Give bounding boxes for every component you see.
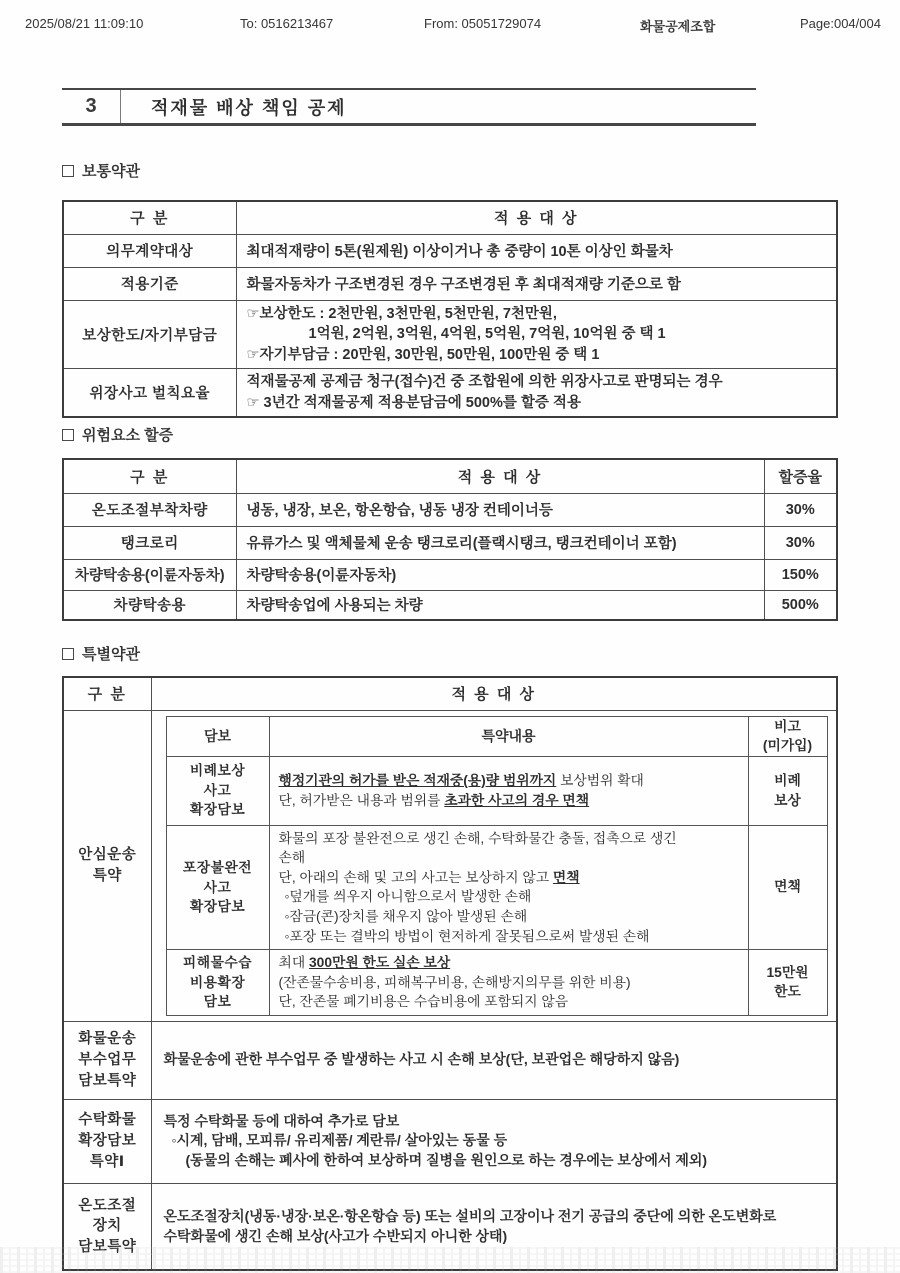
col-header-target: 적 용 대 상 <box>236 459 764 493</box>
plain-text: 단, 허가받은 내용과 범위를 <box>278 792 445 808</box>
cell-label <box>63 1021 151 1099</box>
text-line: 특약 <box>92 867 122 884</box>
table-row <box>63 590 837 620</box>
cell-content: 차량탁송용(이륜자동차) <box>236 559 764 590</box>
text-line: 안심운송 <box>78 847 137 864</box>
section-title-bar <box>62 88 756 126</box>
table-row <box>63 710 837 1021</box>
text-line: 화물운송에 관한 부수업무 중 발생하는 사고 시 손해 보상(단, 보관업은 해당하지 않음) <box>163 1051 680 1068</box>
heading-label: 보통약관 <box>82 163 140 180</box>
text-line: 담보특약 <box>78 1072 137 1089</box>
table-row <box>63 493 837 526</box>
cell-label: 보상한도/자기부담금 <box>63 300 236 369</box>
text-line: 피해물수습 <box>182 955 253 971</box>
cell-content <box>269 950 748 1016</box>
text-line: 단, 잔존물 폐기비용은 수습비용에 포함되지 않음 <box>278 994 569 1010</box>
text-line: 포장불완전 <box>182 860 253 876</box>
fax-from-number: From: 05051729074 <box>424 16 542 31</box>
cell-label: 위장사고 벌칙요율 <box>63 369 236 418</box>
cell-content: 차량탁송업에 사용되는 차량 <box>236 590 764 620</box>
cell-content: 화물자동차가 구조변경된 경우 구조변경된 후 최대적재량 기준으로 함 <box>236 267 837 300</box>
text-line: 화물운송 <box>78 1031 137 1048</box>
special-terms-table <box>62 676 838 1271</box>
cell-label: 차량탁송용(이륜자동차) <box>63 559 236 590</box>
col-header-category: 구 분 <box>63 201 236 234</box>
heading-special-terms <box>62 643 140 664</box>
section-number: 3 <box>85 95 97 117</box>
text-line <box>279 868 739 888</box>
checkbox-icon <box>62 165 74 177</box>
scan-noise-strip <box>0 1247 900 1273</box>
nested-table-cell <box>151 710 837 1021</box>
cell-label: 적용기준 <box>63 267 236 300</box>
text-line: 비례보상 <box>189 763 246 779</box>
text-line: 담보특약 <box>78 1238 137 1255</box>
text-line: 적재물공제 공제금 청구(접수)건 중 조합원에 의한 위장사고로 판명되는 경우 <box>246 374 723 391</box>
text-line: ☞보상한도 : 2천만원, 3천만원, 5천만원, 7천만원, <box>246 305 557 322</box>
table-row <box>63 300 837 369</box>
heading-label: 위험요소 할증 <box>82 427 174 444</box>
text-line: 온도조절 <box>78 1197 137 1214</box>
text-line: 특약Ⅰ <box>89 1153 125 1170</box>
fax-header <box>0 16 900 38</box>
cell-label <box>166 825 269 949</box>
emphasized-text: 300만원 한도 실손 보상 <box>309 955 451 971</box>
text-line: 비례 <box>774 773 801 789</box>
cell-label <box>63 1099 151 1183</box>
cell-content <box>269 825 748 949</box>
cell-label: 차량탁송용 <box>63 590 236 620</box>
text-line: 특정 수탁화물 등에 대하여 추가로 담보 <box>163 1112 400 1129</box>
text-line: 수탁화물 <box>78 1112 137 1129</box>
text-line: 온도조절장치(냉동·냉장·보온·항온항습 등) 또는 설비의 고장이나 전기 공급의 중단에 의한 온도변화로 <box>163 1207 777 1224</box>
col-header-category: 구 분 <box>63 677 151 710</box>
special-inner-table <box>166 716 828 1016</box>
table-row <box>166 950 827 1016</box>
risk-surcharge-table <box>62 458 838 621</box>
emphasized-text: 행정기관의 허가를 받은 적재중(용)량 범위까지 <box>278 773 557 789</box>
bullet-line: ◦덮개를 씌우지 아니함으로서 발생한 손해 <box>284 889 532 905</box>
page-title: 적재물 배상 책임 공제 <box>151 97 347 118</box>
plain-text: 단, 아래의 손해 및 고의 사고는 보상하지 않고 <box>278 869 553 885</box>
cell-content <box>236 300 837 369</box>
cell-label: 의무계약대상 <box>63 234 236 267</box>
table-row <box>63 369 837 418</box>
table-row <box>166 825 827 949</box>
text-line: ☞자기부담금 : 20만원, 30만원, 50만원, 100만원 중 택 1 <box>246 346 600 363</box>
cell-content <box>151 1021 837 1099</box>
text-line: 손해 <box>278 850 306 866</box>
bullet-line: ◦시계, 담배, 모피류/ 유리제품/ 계란류/ 살아있는 동물 등 <box>171 1132 508 1149</box>
fax-datetime: 2025/08/21 11:09:10 <box>25 16 144 31</box>
text-line <box>279 953 739 973</box>
text-line: 확장담보 <box>189 899 246 915</box>
table-row <box>63 267 837 300</box>
plain-text: 최대 <box>278 955 309 971</box>
fax-sender-org: 화물공제조합 <box>640 19 716 34</box>
table-row <box>63 1099 837 1183</box>
text-line: 15만원 <box>766 964 809 980</box>
table-row <box>63 559 837 590</box>
text-line: 수탁화물에 생긴 손해 보상(사고가 수반되지 아니한 상태) <box>163 1227 508 1244</box>
cell-label <box>63 710 151 1021</box>
text-line: (미가입) <box>762 738 813 754</box>
cell-content <box>151 1099 837 1183</box>
bullet-line: ◦포장 또는 결박의 방법이 현저하게 잘못됨으로써 발생된 손해 <box>284 928 650 944</box>
col-header-note <box>748 716 827 756</box>
text-line: 비용확장 <box>189 974 246 990</box>
heading-label: 특별약관 <box>82 646 140 663</box>
common-terms-table <box>62 200 838 418</box>
emphasized-text: 초과한 사고의 경우 면책 <box>444 792 590 808</box>
cell-note: 면책 <box>748 825 827 949</box>
text-line: 담보 <box>203 994 232 1010</box>
text-line: 확장담보 <box>189 802 246 818</box>
text-line: 보상 <box>774 792 801 808</box>
cell-content <box>236 369 837 418</box>
table-row <box>63 1021 837 1099</box>
bullet-line: ◦잠금(콘)장치를 채우지 않아 발생된 손해 <box>284 908 528 924</box>
text-line <box>279 771 739 791</box>
text-line: 사고 <box>203 879 232 895</box>
heading-common-terms <box>62 160 140 181</box>
text-line: 부수업무 <box>78 1052 137 1069</box>
cell-content: 최대적재량이 5톤(원제원) 이상이거나 총 중량이 10톤 이상인 화물차 <box>236 234 837 267</box>
text-line: 장치 <box>92 1218 122 1235</box>
col-header-rate: 할증율 <box>764 459 837 493</box>
emphasized-text: 면책 <box>552 869 580 885</box>
text-line: ☞ 3년간 적재물공제 적용분담금에 500%를 할증 적용 <box>246 394 581 411</box>
fax-to-number: To: 0516213467 <box>240 16 334 31</box>
cell-content: 냉동, 냉장, 보온, 항온항습, 냉동 냉장 컨테이너등 <box>236 493 764 526</box>
cell-rate: 150% <box>764 559 837 590</box>
table-row <box>63 234 837 267</box>
heading-risk-surcharge <box>62 424 173 445</box>
text-line: 사고 <box>203 782 232 798</box>
cell-note <box>748 756 827 825</box>
text-line: (동물의 손해는 폐사에 한하여 보상하며 질병을 원인으로 하는 경우에는 보상에서 제외) <box>185 1152 708 1169</box>
checkbox-icon <box>62 429 74 441</box>
col-header-detail: 특약내용 <box>269 716 748 756</box>
text-line: 1억원, 2억원, 3억원, 4억원, 5억원, 7억원, 10억원 중 택 1 <box>308 326 666 343</box>
col-header-target: 적 용 대 상 <box>151 677 837 710</box>
text-line: 확장담보 <box>78 1133 137 1150</box>
text-line <box>279 791 739 811</box>
col-header-coverage: 담보 <box>166 716 269 756</box>
col-header-category: 구 분 <box>63 459 236 493</box>
text-line: (잔존물수송비용, 피해복구비용, 손해방지의무를 위한 비용) <box>278 974 631 990</box>
text-line: 화물의 포장 불완전으로 생긴 손해, 수탁화물간 충돌, 접촉으로 생긴 <box>278 830 677 846</box>
cell-label <box>166 950 269 1016</box>
cell-note <box>748 950 827 1016</box>
text-line: 비고 <box>774 718 801 734</box>
cell-label: 온도조절부착차량 <box>63 493 236 526</box>
checkbox-icon <box>62 648 74 660</box>
col-header-target: 적 용 대 상 <box>236 201 837 234</box>
table-row <box>63 526 837 559</box>
text-line: 한도 <box>774 984 801 1000</box>
cell-rate: 30% <box>764 526 837 559</box>
cell-label: 탱크로리 <box>63 526 236 559</box>
table-row <box>166 756 827 825</box>
cell-rate: 500% <box>764 590 837 620</box>
cell-content: 유류가스 및 액체물체 운송 탱크로리(플랙시탱크, 탱크컨테이너 포함) <box>236 526 764 559</box>
cell-label <box>166 756 269 825</box>
plain-text: 보상범위 확대 <box>556 773 644 789</box>
cell-rate: 30% <box>764 493 837 526</box>
fax-page-counter: Page:004/004 <box>800 16 881 31</box>
cell-content <box>269 756 748 825</box>
